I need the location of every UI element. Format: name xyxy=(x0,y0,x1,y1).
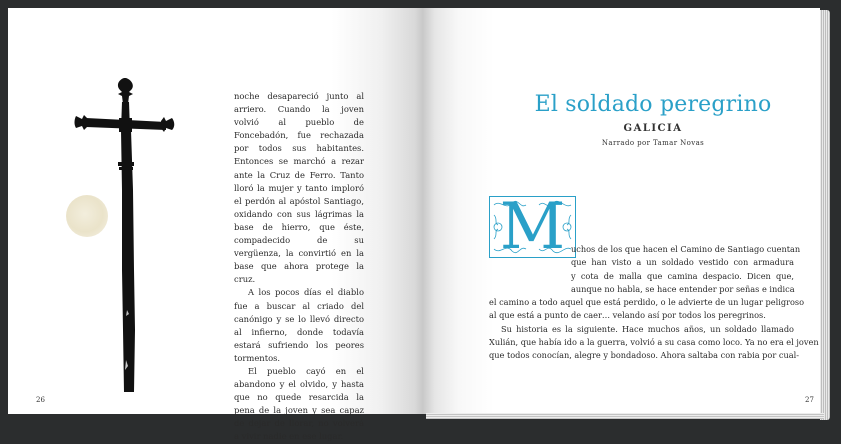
page-edges xyxy=(820,10,830,420)
text-line: Xulián, que había ido a la guerra, volvió a su casa como loco. Ya no era el joven xyxy=(489,337,819,348)
right-page-text xyxy=(489,243,819,363)
wrapped-text xyxy=(571,243,801,296)
text-line: que todos conocían, alegre y bondadoso. Ahora saltaba con rabia por cual- xyxy=(489,350,799,361)
text-line: que han visto a un soldado vestido con armadura xyxy=(571,257,794,268)
page-bottom-edges xyxy=(426,413,824,419)
text-line: Su historia es la siguiente. Hace muchos años, un soldado llamado xyxy=(501,323,794,334)
story-narrator: Narrado por Tamar Novas xyxy=(601,139,705,147)
right-page xyxy=(423,8,820,414)
open-book xyxy=(8,8,830,442)
text-line: y cota de malla que camina despacio. Dicen que, xyxy=(571,270,794,281)
left-page-text xyxy=(234,90,364,444)
drop-cap-letter: M xyxy=(499,190,566,264)
text-line: al que está a punto de caer… velando así por todos los peregrinos. xyxy=(489,310,766,321)
paragraph: A los pocos días el diablo fue a buscar al criado del canónigo y se lo llevó directo al infierno, donde todavía estará sufriendo los peores tormentos. xyxy=(234,287,364,363)
paragraph: noche desapareció junto al arriero. Cuando la joven volvió al pueblo de Foncebadón, fue rechazada por todos sus habitantes. Entonces se marchó a rezar ante la Cruz de Ferro. Tanto lloró la mujer y tanto imploró el perdón al apóstol Santiago, oxidando con sus lágrimas la base de hierro, que éste, compadecido de su vergüenza, la convirtió en la base que ahora protege la cruz. xyxy=(234,91,364,285)
page-number-right: 27 xyxy=(805,396,814,404)
moon-icon xyxy=(66,195,108,237)
page-number-left: 26 xyxy=(36,396,45,404)
story-title: El soldado peregrino xyxy=(534,92,772,117)
text-line: aunque no habla, se hace entender por señas e indica xyxy=(571,283,795,294)
left-page xyxy=(8,8,423,442)
text-line: uchos de los que hacen el Camino de Santiago cuentan xyxy=(571,244,801,254)
story-region: GALICIA xyxy=(623,123,683,134)
paragraph: El pueblo cayó en el abandono y el olvido, y hasta que no quede resarcida la pena de la joven y sea capaz de dejar de llorar, no volverá a vivir nadie en ese lugar. xyxy=(234,365,364,442)
text-line: el camino a todo aquel que está perdido, o le advierte de un lugar peligroso xyxy=(489,297,805,308)
